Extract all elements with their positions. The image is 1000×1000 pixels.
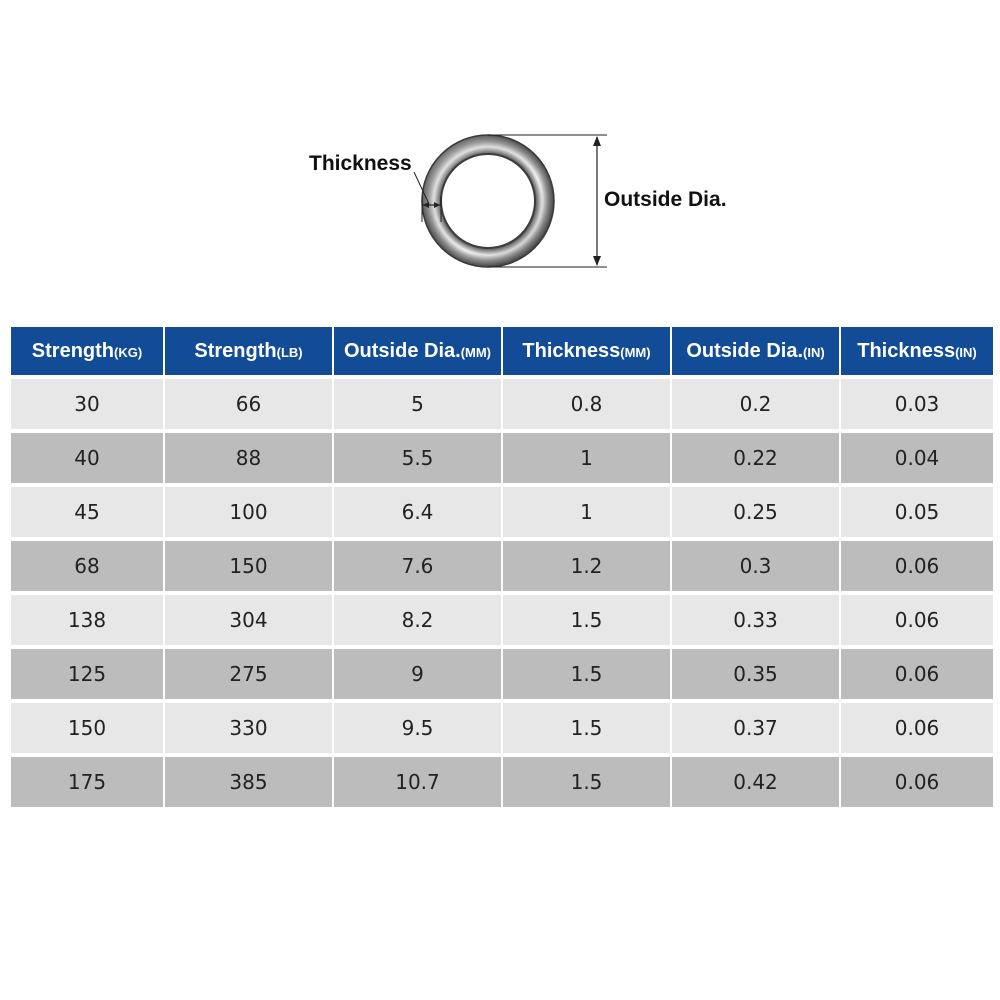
header-outside-dia-mm: Outside Dia.(MM) (334, 327, 501, 375)
table-cell: 100 (165, 487, 332, 537)
table-cell: 9.5 (334, 703, 501, 753)
table-cell: 0.06 (841, 541, 993, 591)
table-cell: 0.37 (672, 703, 839, 753)
table-row (11, 433, 993, 483)
table-cell: 0.8 (503, 379, 670, 429)
table-cell: 0.2 (672, 379, 839, 429)
header-outside-dia-in: Outside Dia.(IN) (672, 327, 839, 375)
table-cell: 330 (165, 703, 332, 753)
table-row (11, 595, 993, 645)
ring-illustration (0, 0, 1000, 300)
table-cell: 1.2 (503, 541, 670, 591)
table-row (11, 379, 993, 429)
table-cell: 0.03 (841, 379, 993, 429)
table-cell: 0.06 (841, 595, 993, 645)
table-cell: 6.4 (334, 487, 501, 537)
table-body (11, 379, 993, 807)
table-cell: 40 (11, 433, 163, 483)
table-cell: 0.25 (672, 487, 839, 537)
table-cell: 88 (165, 433, 332, 483)
table-header-row (11, 327, 993, 375)
header-strength-lb: Strength(LB) (165, 327, 332, 375)
table-cell: 7.6 (334, 541, 501, 591)
table-cell: 0.06 (841, 703, 993, 753)
table-cell: 138 (11, 595, 163, 645)
table-cell: 0.22 (672, 433, 839, 483)
table-cell: 0.35 (672, 649, 839, 699)
table-cell: 1.5 (503, 703, 670, 753)
spec-table (9, 323, 995, 811)
table-cell: 0.05 (841, 487, 993, 537)
table-cell: 1 (503, 433, 670, 483)
table-cell: 275 (165, 649, 332, 699)
table-cell: 175 (11, 757, 163, 807)
table-cell: 150 (11, 703, 163, 753)
table-row (11, 703, 993, 753)
table-cell: 150 (165, 541, 332, 591)
table-cell: 385 (165, 757, 332, 807)
header-strength-kg: Strength(KG) (11, 327, 163, 375)
table-cell: 0.04 (841, 433, 993, 483)
table-cell: 9 (334, 649, 501, 699)
table-cell: 30 (11, 379, 163, 429)
table-cell: 5.5 (334, 433, 501, 483)
table-cell: 1.5 (503, 595, 670, 645)
table-cell: 0.3 (672, 541, 839, 591)
table-cell: 66 (165, 379, 332, 429)
table-cell: 68 (11, 541, 163, 591)
table-cell: 0.42 (672, 757, 839, 807)
outside-dia-label: Outside Dia. (604, 188, 727, 211)
table-cell: 0.06 (841, 649, 993, 699)
thickness-label: Thickness (309, 152, 412, 175)
table-cell: 0.33 (672, 595, 839, 645)
table-cell: 8.2 (334, 595, 501, 645)
table-row (11, 541, 993, 591)
header-thickness-in: Thickness(IN) (841, 327, 993, 375)
table-cell: 1.5 (503, 649, 670, 699)
table-cell: 1.5 (503, 757, 670, 807)
table-cell: 45 (11, 487, 163, 537)
table-cell: 125 (11, 649, 163, 699)
table-cell: 304 (165, 595, 332, 645)
ring-diagram (0, 0, 1000, 300)
table-cell: 10.7 (334, 757, 501, 807)
table-cell: 0.06 (841, 757, 993, 807)
table-cell: 1 (503, 487, 670, 537)
header-thickness-mm: Thickness(MM) (503, 327, 670, 375)
table-row (11, 757, 993, 807)
table-row (11, 649, 993, 699)
table-cell: 5 (334, 379, 501, 429)
table-row (11, 487, 993, 537)
